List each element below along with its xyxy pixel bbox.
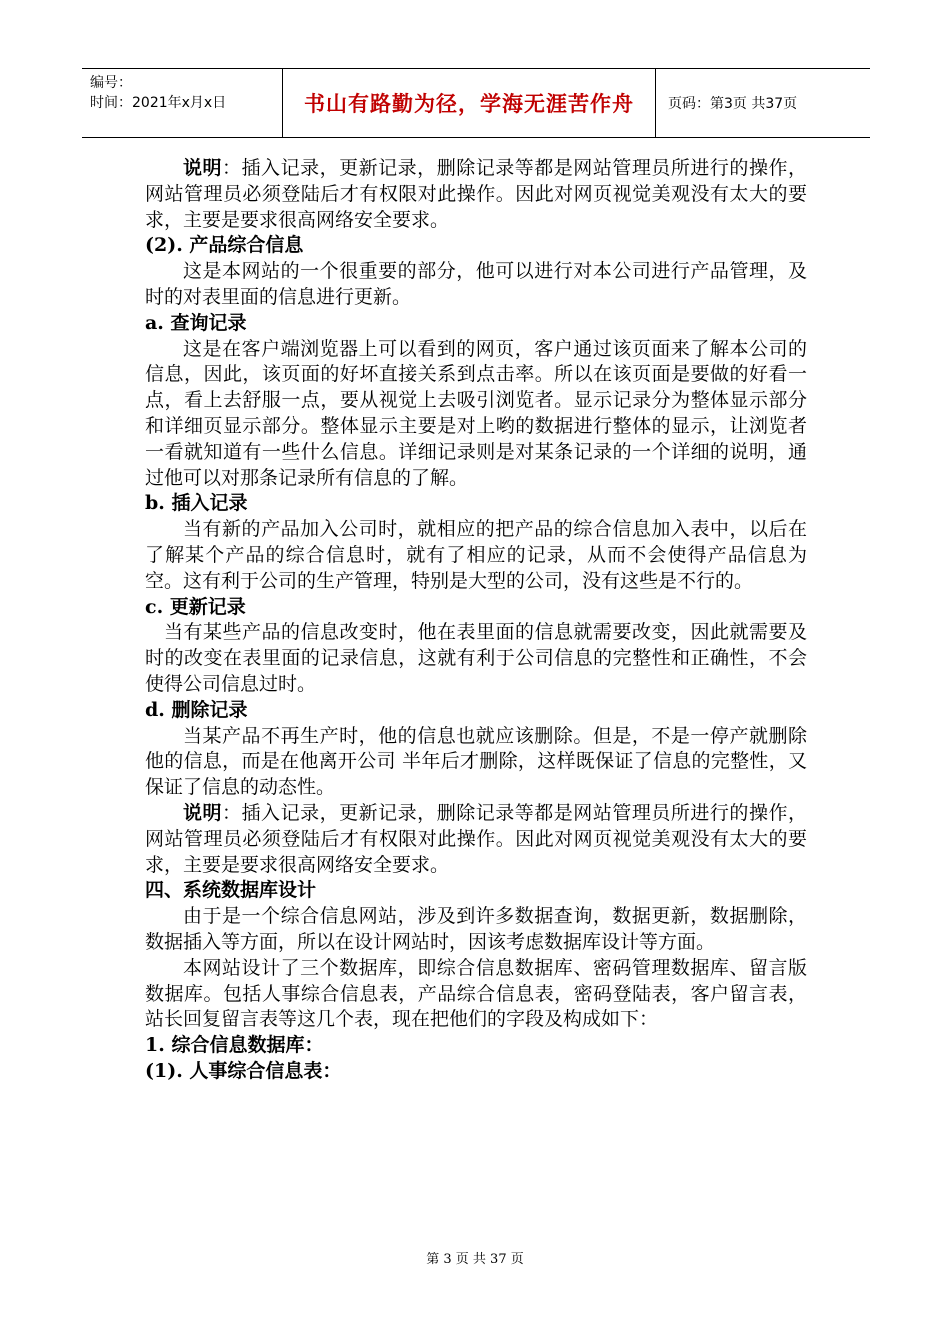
page-footer bbox=[0, 1248, 950, 1267]
header-page-cell bbox=[656, 69, 870, 137]
note-text: ：插入记录，更新记录，删除记录等都是网站管理员所进行的操作，网站管理员必须登陆后才有权限对此操作。因此对网页视觉美观没有太大的要求，主要是要求很高网络安全要求。 bbox=[145, 801, 807, 876]
section-heading: (2). 产品综合信息 bbox=[145, 234, 304, 257]
paragraph: 本网站设计了三个数据库，即综合信息数据库、密码管理数据库、留言版数据库。包括人事综合信息表，产品综合信息表，密码登陆表，客户留言表，站长回复留言表等这几个表，现在把他们的字段及构成如下： bbox=[145, 956, 807, 1031]
note-paragraph bbox=[145, 156, 807, 233]
subsection-heading: b. 插入记录 bbox=[145, 492, 248, 515]
chapter-heading: 四、系统数据库设计 bbox=[145, 879, 317, 902]
section-heading: (1). 人事综合信息表： bbox=[145, 1059, 342, 1082]
number-label: 编号： bbox=[90, 75, 132, 91]
note-text: ：插入记录，更新记录，删除记录等都是网站管理员所进行的操作，网站管理员必须登陆后才有权限对此操作。因此对网页视觉美观没有太大的要求，主要是要求很高网络安全要求。 bbox=[145, 157, 807, 231]
page-code: 页码：第3页 共37页 bbox=[668, 96, 798, 112]
motto-text: 书山有路勤为径，学海无涯苦作舟 bbox=[304, 92, 634, 116]
document-header bbox=[82, 68, 870, 138]
header-motto-cell bbox=[283, 69, 656, 137]
document-body bbox=[145, 156, 807, 1085]
section-heading: 1. 综合信息数据库： bbox=[145, 1034, 324, 1057]
paragraph: 由于是一个综合信息网站，涉及到许多数据查询，数据更新，数据删除，数据插入等方面，所以在设计网站时，因该考虑数据库设计等方面。 bbox=[145, 905, 807, 953]
paragraph: 当有某些产品的信息改变时，他在表里面的信息就需要改变，因此就需要及时的改变在表里面的记录信息，这就有利于公司信息的完整性和正确性，不会使得公司信息过时。 bbox=[145, 621, 807, 695]
paragraph: 当某产品不再生产时，他的信息也就应该删除。但是，不是一停产就删除他的信息，而是在他离开公司 半年后才删除，这样既保证了信息的完整性，又保证了信息的动态性。 bbox=[145, 724, 807, 799]
note-lead: 说明 bbox=[183, 157, 223, 179]
time-label: 时间：2021年x月x日 bbox=[90, 95, 227, 111]
paragraph: 当有新的产品加入公司时，就相应的把产品的综合信息加入表中，以后在了解某个产品的综合信息时，就有了相应的记录，从而不会使得产品信息为空。这有利于公司的生产管理，特别是大型的公司，没有这些是不行的。 bbox=[145, 518, 807, 592]
subsection-heading: c. 更新记录 bbox=[145, 595, 246, 618]
footer-page-number: 第 3 页 共 37 页 bbox=[426, 1252, 524, 1267]
subsection-heading: d. 删除记录 bbox=[145, 698, 248, 721]
subsection-heading: a. 查询记录 bbox=[145, 311, 247, 334]
paragraph: 这是本网站的一个很重要的部分，他可以进行对本公司进行产品管理，及时的对表里面的信息进行更新。 bbox=[145, 260, 807, 308]
header-meta-cell bbox=[82, 69, 283, 137]
note-paragraph bbox=[145, 801, 807, 878]
paragraph: 这是在客户端浏览器上可以看到的网页，客户通过该页面来了解本公司的信息，因此，该页面的好坏直接关系到点击率。所以在该页面是要做的好看一点，看上去舒服一点，要从视觉上去吸引浏览者。显示记录分为整体显示部分和详细页显示部分。整体显示主要是对上哟的数据进行整体的显示，让浏览者一看就知道有一些什么信息。详细记录则是对某条记录的一个详细的说明，通过他可以对那条记录所有信息的了解。 bbox=[145, 337, 807, 489]
note-lead: 说明 bbox=[183, 801, 223, 824]
